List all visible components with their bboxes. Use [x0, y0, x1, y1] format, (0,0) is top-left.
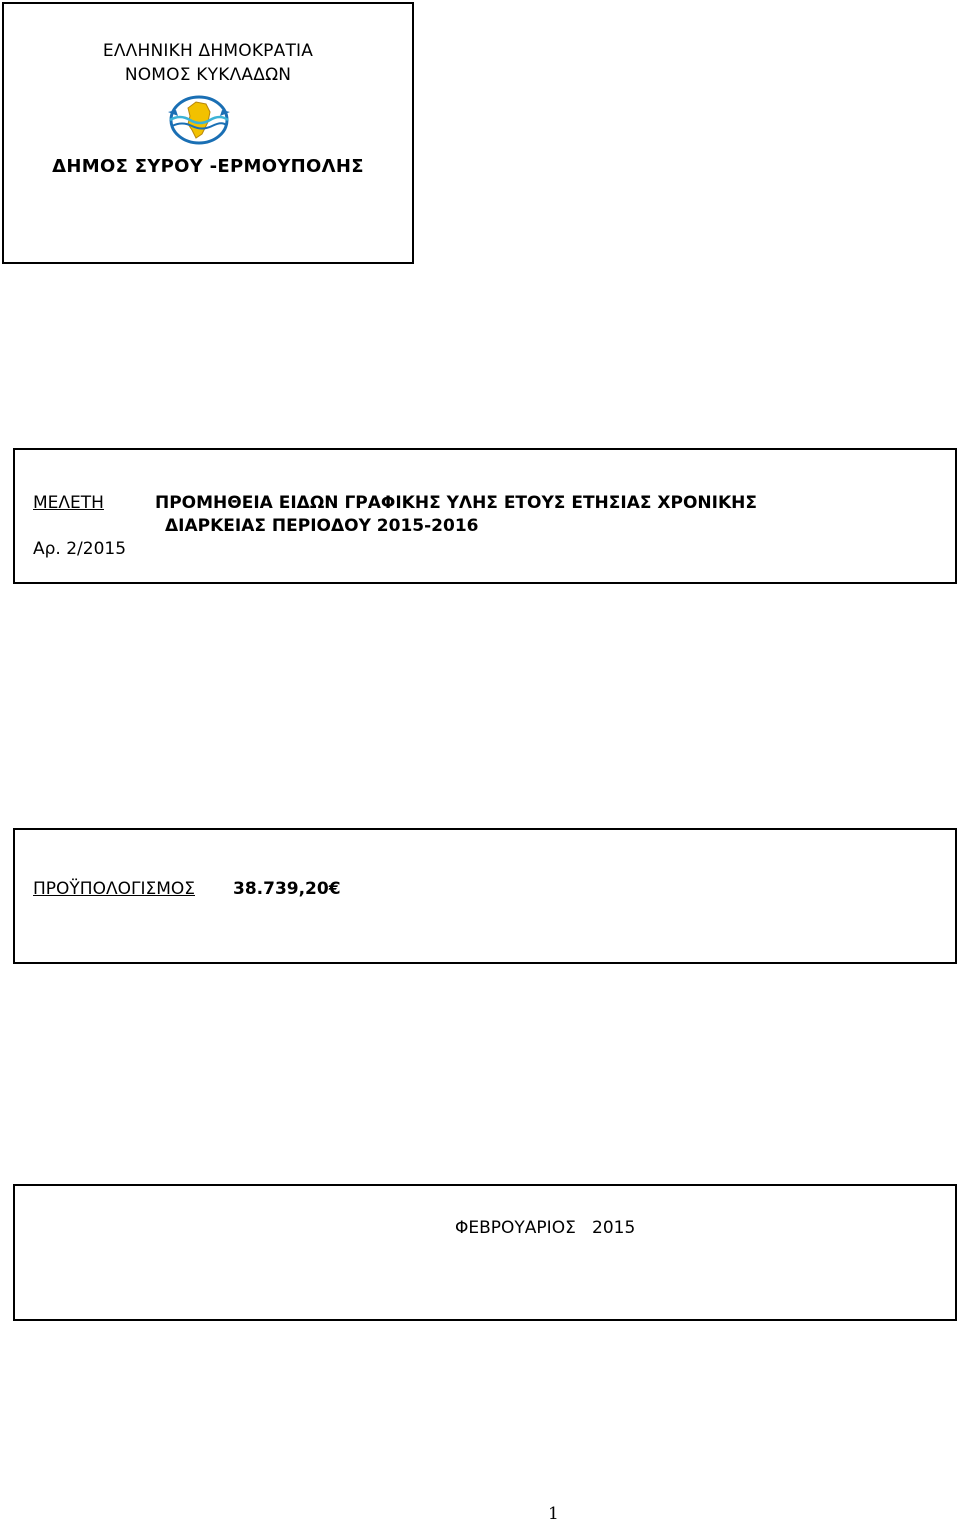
budget-box — [13, 828, 957, 964]
country-name: ΕΛΛΗΝΙΚΗ ΔΗΜΟΚΡΑΤΙΑ — [102, 41, 314, 61]
header-box — [2, 2, 414, 264]
study-number: Αρ. 2/2015 — [33, 539, 127, 559]
municipality-name: ΔΗΜΟΣ ΣΥΡΟΥ -ΕΡΜΟΥΠΟΛΗΣ — [52, 156, 364, 177]
budget-amount: 38.739,20€ — [233, 879, 341, 899]
date-box — [13, 1184, 957, 1321]
page-number: 1 — [548, 1504, 559, 1524]
study-label: ΜΕΛΕΤΗ — [33, 493, 104, 513]
municipality-emblem-icon — [166, 94, 232, 146]
study-title-line1: ΠΡΟΜΗΘΕΙΑ ΕΙΔΩΝ ΓΡΑΦΙΚΗΣ ΥΛΗΣ ΕΤΟΥΣ ΕΤΗΣΙΑΣ ΧΡΟΝΙΚΗΣ — [155, 493, 757, 513]
study-title-line2: ΔΙΑΡΚΕΙΑΣ ΠΕΡΙΟΔΟΥ 2015-2016 — [165, 516, 479, 536]
study-box — [13, 448, 957, 584]
prefecture-name: ΝΟΜΟΣ ΚΥΚΛΑΔΩΝ — [124, 65, 292, 85]
date-text: ΦΕΒΡΟΥΑΡΙΟΣ 2015 — [455, 1218, 636, 1238]
budget-label: ΠΡΟΫΠΟΛΟΓΙΣΜΟΣ — [33, 879, 195, 899]
